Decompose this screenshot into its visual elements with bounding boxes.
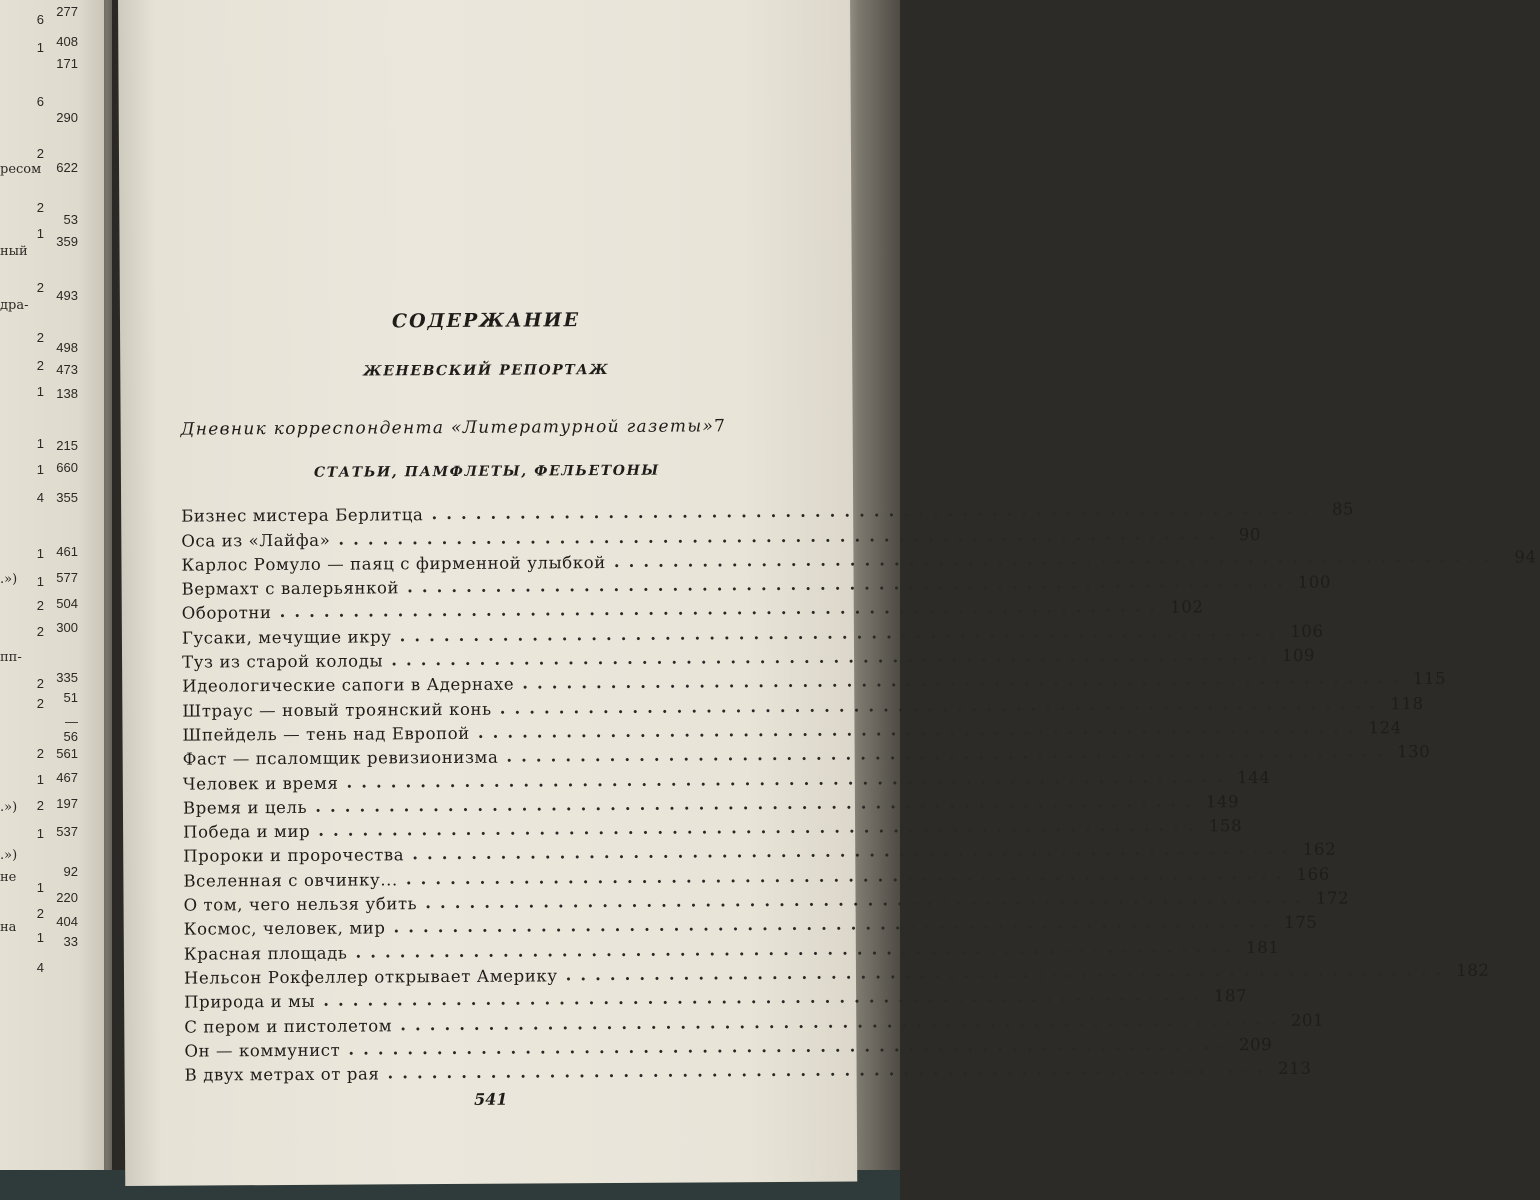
toc-entry [183,936,1280,964]
toc-entry-page: 175 [1284,913,1318,933]
left-page-text-fragment: .») [0,848,18,863]
left-page-number: 660 [56,460,78,475]
left-page-volume-number: 2 [36,624,44,639]
toc-entry-page: 90 [1238,524,1262,544]
left-page-volume-number: 2 [36,676,44,691]
toc-entry-page: 166 [1296,864,1330,884]
left-page-number: 467 [56,770,78,785]
left-page-volume-number: 1 [36,436,44,451]
toc-entry-title: Вселенная с овчинку... [183,870,398,891]
toc-entry-title: Оса из «Лайфа» [181,530,331,551]
left-page-volume-number: 1 [36,574,44,589]
left-page-volume-number: 2 [36,798,44,813]
left-page-number: 577 [56,570,78,585]
toc-entry-title: Фаст — псаломщик ревизионизма [182,747,499,769]
toc-entry-title: Дневник корреспондента «Литературной газеты» [180,416,715,440]
toc-leader-dots: ............................................................ [431,498,1317,524]
toc-entry-page: 130 [1396,742,1431,762]
left-page [0,0,112,1200]
toc-entry-page: 162 [1302,840,1337,860]
left-page-volume-number: 2 [36,696,44,711]
left-page-volume-number: 6 [36,12,44,27]
left-page-number: 220 [56,890,78,905]
left-page-number: 53 [63,212,78,227]
toc-leader-dots: ............................................................ [407,572,1292,597]
toc-entry-page: 182 [1456,960,1490,980]
left-page-number: 461 [56,544,78,559]
toc-entry-page: 213 [1278,1058,1312,1079]
toc-leader-dots: ............................................................ [499,692,1385,718]
toc-entry [181,498,1355,526]
toc-entry-page: 115 [1412,669,1447,689]
left-page-number: 290 [56,110,78,125]
toc-entry-title: Победа и мир [183,821,311,842]
toc-entry [183,911,1318,939]
toc-leader-dots: ............................................................ [348,1034,1234,1059]
left-page-text-fragment: ресом [0,162,42,177]
left-page-number: 215 [56,438,78,453]
toc-leader-dots: ............................................................ [399,620,1285,646]
toc-entry-title: Красная площадь [183,943,348,964]
toc-leader-dots: ............................................................ [412,839,1297,864]
toc-leader-dots: ............................................................ [405,863,1291,889]
toc-leader-dots: ............................................................ [477,717,1363,742]
toc-entry-page: 109 [1281,645,1316,665]
left-page-number: 561 [56,746,78,761]
toc-entry-title: Штраус — новый троянский конь [182,699,492,721]
toc-entry-page: 187 [1213,986,1248,1006]
toc-entry [183,838,1337,867]
toc-entry [181,546,1537,575]
toc-entry-title: Шпейдель — тень над Европой [182,723,470,745]
left-page-text-fragment: .») [0,800,18,815]
left-page-number: 197 [56,796,78,811]
left-page-number: 355 [56,490,78,505]
left-page-text-fragment: на [0,920,17,935]
left-page-number: 408 [56,34,78,49]
toc-entry-title: Идеологические сапоги в Адернахе [182,674,515,696]
toc-entry [182,668,1447,696]
toc-entry-title: Он — коммунист [184,1040,341,1061]
toc-entry-page: 7 [714,416,727,437]
toc-entry-page: 118 [1390,693,1424,713]
left-page-volume-number: 1 [36,546,44,561]
left-page-number: 498 [56,340,78,355]
toc-entry [181,596,1204,624]
toc-entry [182,790,1240,818]
left-page-text-fragment: ный [0,244,28,259]
toc-entry [183,887,1350,915]
toc-entry-page: 149 [1205,792,1240,812]
toc-entry-title: В двух метрах от рая [184,1064,380,1085]
toc-leader-dots: ............................................................ [400,1009,1285,1034]
toc-leader-dots: ............................................................ [346,766,1232,792]
toc-entry [182,766,1271,794]
left-page-number: 138 [56,386,78,401]
toc-leader-dots: ............................................................ [522,668,1407,693]
left-page-number: 277 [56,4,78,19]
toc-entry [181,523,1262,551]
left-page-number: 33 [63,934,78,949]
left-page-number: 335 [56,670,78,685]
toc-leader-dots: ............................................................ [387,1058,1273,1083]
toc-leader-dots: ............................................................ [338,523,1224,549]
toc-entry-title: Оборотни [181,603,272,624]
toc-entry [182,741,1431,769]
page-number: 541 [473,1089,508,1109]
left-page-number: 171 [56,56,78,71]
toc-leader-dots: ............................................................ [391,645,1276,670]
toc-entry-title: Туз из старой колоды [182,651,384,672]
toc-leader-dots: ............................................................ [506,741,1392,766]
left-page-volume-number: 2 [36,200,44,215]
toc-entry-title: Космос, человек, мир [183,918,386,939]
toc-entry-title: Вермахт с валерьянкой [181,578,400,599]
left-page-volume-number: 1 [36,772,44,787]
toc-entry-title: Гусаки, мечущие икру [181,627,392,648]
right-page [118,0,1537,1186]
toc-entry [182,644,1316,672]
left-page-volume-number: 2 [36,906,44,921]
toc-entry-page: 106 [1290,621,1324,641]
left-page-number: 359 [56,234,78,249]
left-page-volume-number: 1 [36,462,44,477]
toc-title: СОДЕРЖАНИЕ [391,309,581,333]
toc-leader-dots: ............................................................ [393,912,1279,937]
left-page-number: —56 [63,714,78,744]
toc-entry-page: 100 [1297,572,1332,592]
toc-entry-title: Человек и время [182,773,339,794]
left-page-text-fragment: не [0,870,17,885]
left-page-number: 622 [56,160,78,175]
toc-entry-title: Природа и мы [184,992,316,1012]
toc-entry-page: 94 [1514,547,1537,567]
toc-leader-dots: ............................................................ [355,936,1241,962]
left-page-number: 92 [63,864,78,879]
left-page-volume-number: 1 [36,226,44,241]
toc-entry-page: 85 [1331,499,1355,519]
toc-entry [183,814,1243,842]
toc-leader-dots: ............................................................ [323,985,1208,1010]
left-page-volume-number: 2 [36,746,44,761]
left-page-number: 537 [56,824,78,839]
toc-leader-dots: ............................................................ [425,887,1310,913]
toc-entry-title: С пером и пистолетом [184,1015,393,1037]
toc-leader-dots: ............................................................ [315,791,1200,816]
toc-entry [183,959,1490,988]
toc-entry-page: 201 [1290,1010,1325,1030]
left-page-volume-number: 2 [36,358,44,373]
left-page-number: 404 [56,914,78,929]
left-page-number: 473 [56,362,78,377]
left-page-volume-number: 6 [36,94,44,109]
toc-leader-dots: ............................................................ [318,815,1203,840]
toc-entry-page: 102 [1170,597,1204,618]
toc-entry [184,1057,1312,1085]
toc-entry-page: 158 [1208,816,1243,836]
toc-entry-title: Карлос Ромуло — паяц с фирменной улыбкой [181,552,606,575]
section-heading-articles: СТАТЬИ, ПАМФЛЕТЫ, ФЕЛЬЕТОНЫ [313,462,660,481]
left-page-volume-number: 1 [36,826,44,841]
left-page-volume-number: 2 [36,146,44,161]
toc-list [181,498,1537,1085]
left-page-text-fragment: .») [0,572,18,587]
left-page-volume-number: 1 [36,930,44,945]
left-page-number: 504 [56,596,78,611]
toc-entry-page: 181 [1246,937,1280,957]
toc-entry-diary [180,416,727,440]
toc-leader-dots: ............................................................ [279,597,1165,622]
toc-entry [181,620,1324,648]
toc-entry-title: О том, чего нельзя убить [183,894,418,915]
toc-entry-title: Пророки и пророчества [183,845,405,867]
left-page-volume-number: 4 [36,960,44,975]
toc-entry-title: Нельсон Рокфеллер открывает Америку [183,966,558,988]
left-page-text-fragment: пп- [0,650,22,665]
toc-entry-page: 209 [1238,1034,1273,1054]
toc-entry-page: 144 [1237,767,1271,787]
left-page-volume-number: 2 [36,330,44,345]
left-page-number: 493 [56,288,78,303]
toc-entry-title: Бизнес мистера Берлитца [181,505,424,526]
toc-entry [182,692,1424,721]
toc-entry [182,717,1402,745]
left-page-number: 51 [63,690,78,705]
toc-entry [181,571,1332,599]
toc-entry [184,984,1248,1012]
left-page-volume-number: 4 [36,490,44,505]
left-page-number: 300 [56,620,78,635]
left-page-volume-number: 1 [36,40,44,55]
left-page-volume-number: 2 [36,598,44,613]
left-page-volume-number: 1 [36,384,44,399]
toc-entry [184,1033,1273,1061]
toc-entry-page: 172 [1315,888,1350,908]
toc-entry-title: Время и цель [182,797,308,818]
left-page-volume-number: 1 [36,880,44,895]
left-page-volume-number: 2 [36,280,44,295]
section-heading-geneva: ЖЕНЕВСКИЙ РЕПОРТАЖ [363,362,610,380]
left-page-text-fragment: дра- [0,298,29,313]
toc-leader-dots: ............................................................ [613,546,1499,571]
toc-entry-page: 124 [1368,718,1402,738]
toc-entry [184,1009,1325,1037]
toc-entry [183,863,1330,891]
toc-leader-dots: ............................................................ [565,959,1451,985]
